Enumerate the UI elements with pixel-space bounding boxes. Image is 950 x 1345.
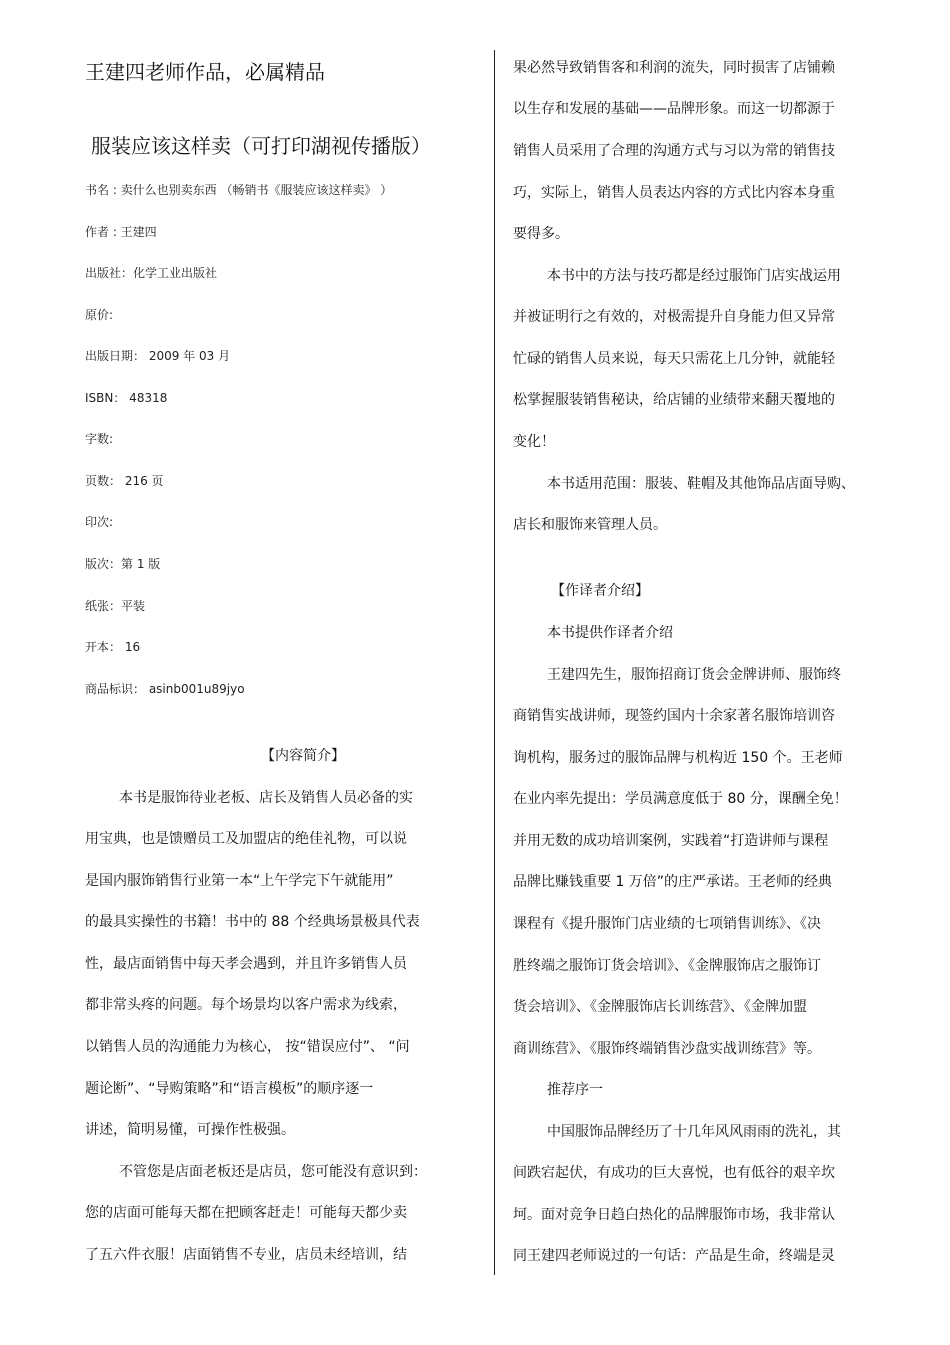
meta-edition: 版次：第 1 版 <box>85 557 161 571</box>
body-line: 课程有《提升服饰门店业绩的七项销售训练》、《决 <box>513 916 821 932</box>
body-line: 本书提供作译者介绍 <box>547 625 673 641</box>
meta-paper: 纸张：平装 <box>85 599 146 613</box>
body-line: 用宝典，也是馈赠员工及加盟店的绝佳礼物，可以说 <box>85 831 407 847</box>
document-title: 服装应该这样卖（可打印湖视传播版） <box>91 134 431 158</box>
body-line: 都非常头疼的问题。每个场景均以客户需求为线索， <box>85 997 407 1013</box>
meta-format: 开本： 16 <box>85 640 141 654</box>
body-line: 同王建四老师说过的一句话：产品是生命，终端是灵 <box>513 1248 835 1264</box>
body-line: 本书中的方法与技巧都是经过服饰门店实战运用 <box>547 268 841 284</box>
meta-printing: 印次: <box>85 515 114 529</box>
body-line: 中国服饰品牌经历了十几年风风雨雨的洗礼，其 <box>547 1124 841 1140</box>
meta-publish-date: 出版日期： 2009 年 03 月 <box>85 349 231 363</box>
body-line: 忙碌的销售人员来说，每天只需花上几分钟，就能轻 <box>513 351 835 367</box>
body-line: 巧，实际上，销售人员表达内容的方式比内容本身重 <box>513 185 835 201</box>
body-line: 是国内服饰销售行业第一本“上午学完下午就能用” <box>85 873 394 889</box>
body-line: 销售人员采用了合理的沟通方式与习以为常的销售技 <box>513 143 835 159</box>
meta-publisher: 出版社：化学工业出版社 <box>85 266 218 280</box>
column-divider <box>494 50 495 1275</box>
body-line: 商销售实战讲师，现签约国内十余家著名服饰培训咨 <box>513 708 835 724</box>
body-line: 性，最店面销售中每天孝会遇到，并且许多销售人员 <box>85 956 407 972</box>
body-line: 货会培训》、《金牌服饰店长训练营》、《金牌加盟 <box>513 999 807 1015</box>
meta-book-name: 书名 : 卖什么也别卖东西 （畅销书《服装应该这样卖》 ） <box>85 183 393 197</box>
body-line: 以销售人员的沟通能力为核心， 按“错误应付”、 “问 <box>85 1039 410 1055</box>
body-line: 品牌比赚钱重要 1 万倍”的庄严承诺。王老师的经典 <box>513 874 833 890</box>
body-line: 间跌宕起伏，有成功的巨大喜悦，也有低谷的艰辛坎 <box>513 1165 835 1181</box>
body-line: 本书是服饰待业老板、店长及销售人员必备的实 <box>119 790 413 806</box>
body-line: 果必然导致销售客和利润的流失，同时损害了店铺赖 <box>513 60 835 76</box>
section-heading-summary: 【内容简介】 <box>261 748 345 764</box>
body-line: 在业内率先提出：学员满意度低于 80 分，课酬全免！ <box>513 791 848 807</box>
meta-page-count: 页数： 216 页 <box>85 474 164 488</box>
body-line: 您的店面可能每天都在把顾客赶走！可能每天都少卖 <box>85 1205 407 1221</box>
body-line: 王建四先生，服饰招商订货会金牌讲师、服饰终 <box>547 667 841 683</box>
body-line: 坷。面对竞争日趋白热化的品牌服饰市场，我非常认 <box>513 1207 835 1223</box>
body-line: 的最具实操性的书籍！书中的 88 个经典场景极具代表 <box>85 914 420 930</box>
body-line: 题论断”、“导购策略”和“语言模板”的顺序逐一 <box>85 1081 374 1097</box>
body-line: 松掌握服装销售秘诀，给店铺的业绩带来翻天覆地的 <box>513 392 835 408</box>
body-line: 商训练营》、《服饰终端销售沙盘实战训练营》等。 <box>513 1041 821 1057</box>
body-line: 以生存和发展的基础——品牌形象。而这一切都源于 <box>513 101 835 117</box>
body-line: 了五六件衣服！店面销售不专业，店员未经培训，结 <box>85 1247 407 1263</box>
body-line: 讲述，简明易懂，可操作性极强。 <box>85 1122 295 1138</box>
section-heading-author: 【作译者介绍】 <box>551 583 649 599</box>
body-line: 不管您是店面老板还是店员，您可能没有意识到： <box>119 1164 427 1180</box>
meta-word-count: 字数: <box>85 432 114 446</box>
section-heading-foreword: 推荐序一 <box>547 1082 603 1098</box>
body-line: 并被证明行之有效的，对极需提升自身能力但又异常 <box>513 309 835 325</box>
body-line: 胜终端之服饰订货会培训》、《金牌服饰店之服饰订 <box>513 958 821 974</box>
body-line: 并用无数的成功培训案例，实践着“打造讲师与课程 <box>513 833 829 849</box>
body-line: 本书适用范围：服装、鞋帽及其他饰品店面导购、 <box>547 476 855 492</box>
meta-product-id: 商品标识： asinb001u89jyo <box>85 682 245 696</box>
meta-isbn: ISBN： 48318 <box>85 391 168 405</box>
meta-author: 作者 : 王建四 <box>85 225 157 239</box>
body-line: 询机构，服务过的服饰品牌与机构近 150 个。王老师 <box>513 750 843 766</box>
meta-price: 原价: <box>85 308 114 322</box>
header-line: 王建四老师作品，必属精品 <box>85 60 325 84</box>
body-line: 店长和服饰来管理人员。 <box>513 517 667 533</box>
body-line: 要得多。 <box>513 226 569 242</box>
body-line: 变化！ <box>513 434 555 450</box>
